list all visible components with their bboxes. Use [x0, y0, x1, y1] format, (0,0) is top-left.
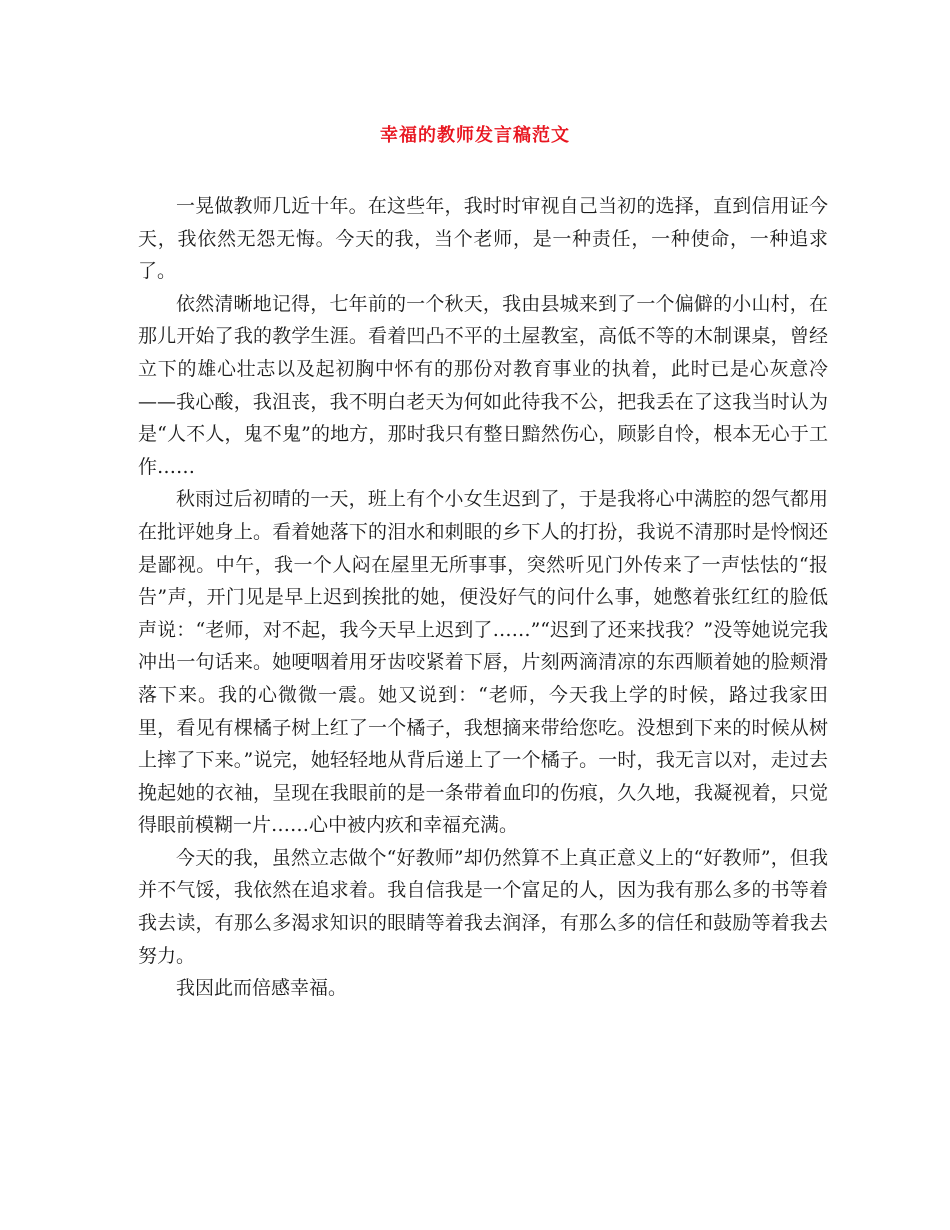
paragraph-2: 依然清晰地记得，七年前的一个秋天，我由县城来到了一个偏僻的小山村，在那儿开始了我的教学生涯。看着凹凸不平的土屋教室，高低不等的木制课桌，曾经立下的雄心壮志以及起初胸中怀有的那份对教育事业的执着，此时已是心灰意冷——我心酸，我沮丧，我不明白老天为何如此待我不公，把我丢在了这我当时认为是“人不人，鬼不鬼”的地方，那时我只有整日黯然伤心，顾影自怜，根本无心于工作……: [138, 292, 828, 478]
paragraph-4: 今天的我，虽然立志做个“好教师”却仍然算不上真正意义上的“好教师”，但我并不气馁，我依然在追求着。我自信我是一个富足的人，因为我有那么多的书等着我去读，有那么多渴求知识的眼睛等着我去润泽，有那么多的信任和鼓励等着我去努力。: [138, 846, 828, 967]
paragraph-3: 秋雨过后初晴的一天，班上有个小女生迟到了，于是我将心中满腔的怨气都用在批评她身上。看着她落下的泪水和刺眼的乡下人的打扮，我说不清那时是怜悯还是鄙视。中午，我一个人闷在屋里无所事事，突然听见门外传来了一声怯怯的“报告”声，开门见是早上迟到挨批的她，便没好气的问什么事，她憋着张红红的脸低声说：“老师，对不起，我今天早上迟到了……”“迟到了还来找我？”没等她说完我冲出一句话来。她哽咽着用牙齿咬紧着下唇，片刻两滴清凉的东西顺着她的脸颊滑落下来。我的心微微一震。她又说到：“老师，今天我上学的时候，路过我家田里，看见有棵橘子树上红了一个橘子，我想摘来带给您吃。没想到下来的时候从树上摔了下来。”说完，她轻轻地从背后递上了一个橘子。一时，我无言以对，走过去挽起她的衣袖，呈现在我眼前的是一条带着血印的伤痕，久久地，我凝视着，只觉得眼前模糊一片……心中被内疚和幸福充满。: [138, 488, 828, 837]
paragraph-5: 我因此而倍感幸福。: [176, 977, 348, 1000]
document-body: [138, 190, 828, 1005]
paragraph-1: 一晃做教师几近十年。在这些年，我时时审视自己当初的选择，直到信用证今天，我依然无怨无悔。今天的我，当个老师，是一种责任，一种使命，一种追求了。: [138, 195, 828, 283]
document-title: 幸福的教师发言稿范文: [380, 125, 570, 146]
